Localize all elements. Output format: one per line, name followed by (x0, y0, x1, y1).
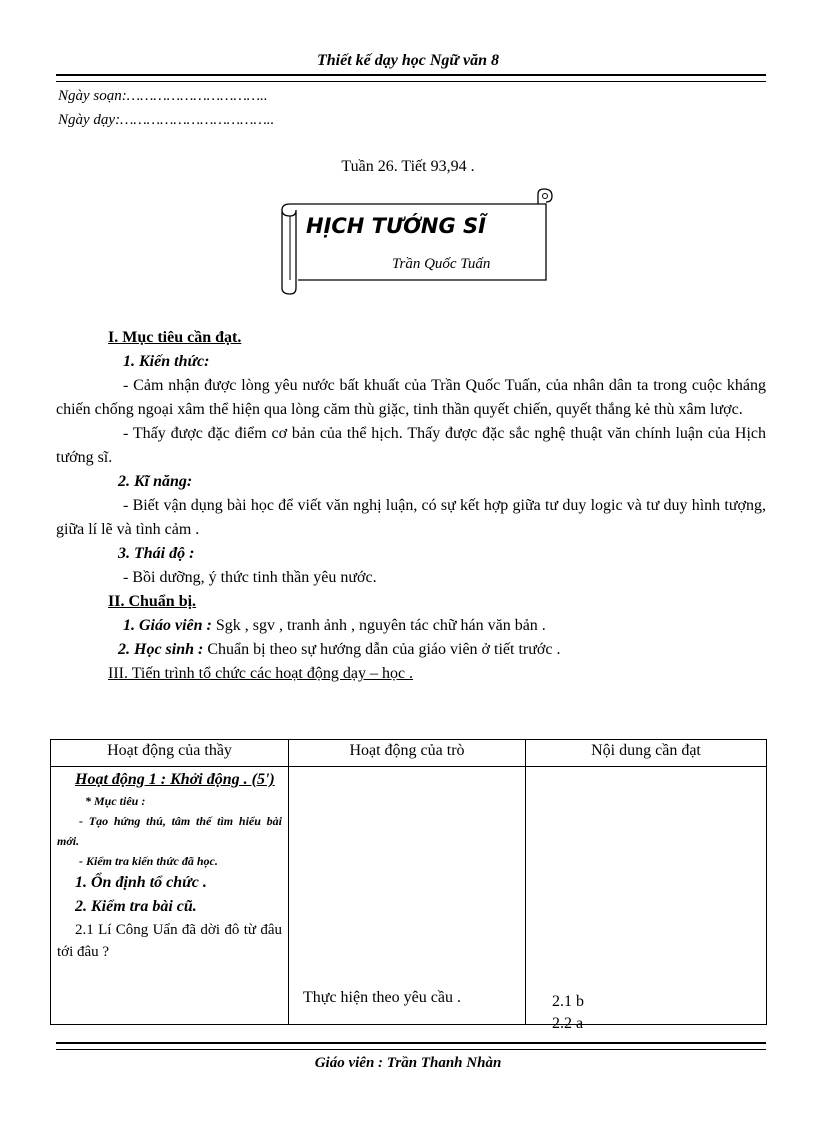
section-2-2 (56, 638, 766, 662)
section-3-title: III. Tiến trình tổ chức các hoạt động dạy – học . (108, 665, 414, 682)
prep-date-dots: ………………………….. (126, 88, 268, 104)
teacher-cell (51, 767, 289, 1025)
prep-date-label: Ngày soạn: (58, 88, 127, 104)
answer-2-1: 2.1 b (552, 993, 584, 1010)
section-2-1 (56, 614, 766, 638)
section-1-2-para-1: - Biết vận dụng bài học để viết văn nghị luận, có sự kết hợp giữa tư duy logic và tư duy hình tượng, giữa lí lẽ và tình cảm . (56, 497, 766, 538)
step-2: 2. Kiểm tra bài cũ. (75, 898, 197, 915)
scroll-banner (276, 188, 558, 296)
lesson-plan-table (50, 739, 767, 1032)
goal-item-1: - Tạo hứng thú, tâm thế tìm hiểu bài mới. (57, 814, 282, 848)
prep-date-line (58, 88, 268, 105)
header-teacher: Hoạt động của thầy (51, 740, 289, 767)
section-1-2-title: 2. Kĩ năng: (118, 473, 193, 490)
section-1-1-title: 1. Kiến thức: (123, 353, 210, 370)
table-header-row (51, 740, 767, 767)
section-1-title: I. Mục tiêu cần đạt. (108, 329, 242, 346)
section-1-1-para-2: - Thấy được đặc điểm cơ bản của thể hịch. Thấy được đặc sắc nghệ thuật văn chính luận của Hịch tướng sĩ. (56, 425, 766, 466)
page-header-title: Thiết kế dạy học Ngữ văn 8 (316, 52, 499, 69)
header-divider (56, 74, 766, 82)
section-2-1-label: 1. Giáo viên : (123, 617, 212, 634)
footer-teacher: Giáo viên : Trần Thanh Nhàn (314, 1055, 502, 1071)
activity-title: Hoạt động 1 : Khởi động . (5') (75, 771, 275, 788)
teach-date-label: Ngày dạy: (58, 112, 121, 128)
goal-label: * Mục tiêu : (85, 794, 146, 808)
lesson-author: Trần Quốc Tuấn (392, 256, 491, 272)
teach-date-line (58, 112, 274, 129)
table-row (51, 767, 767, 1025)
header-content: Nội dung cần đạt (526, 740, 767, 767)
section-2-2-label: 2. Học sinh : (118, 641, 204, 658)
lesson-title: HỊCH TƯỚNG SĨ (306, 214, 486, 238)
lesson-body (56, 326, 766, 686)
teach-date-dots: …………………………….. (120, 112, 275, 128)
answer-2-2: 2.2 a (552, 1015, 584, 1032)
section-1-3-para-1: - Bồi dưỡng, ý thức tinh thần yêu nước. (123, 569, 377, 586)
lesson-week: Tuần 26. Tiết 93,94 . (341, 158, 475, 175)
goal-item-2: - Kiểm tra kiến thức đã học. (79, 854, 218, 868)
student-cell (289, 767, 526, 1025)
section-1-1-para-1: - Cảm nhận được lòng yêu nước bất khuất của Trần Quốc Tuấn, của nhân dân ta trong cuộc kháng chiến chống ngoại xâm thể hiện qua lòng căm thù giặc, tinh thần quyết chiến, quyết thắng kẻ thù xâm lược. (56, 377, 766, 418)
section-2-title: II. Chuẩn bị. (108, 593, 197, 610)
content-cell (526, 767, 767, 1032)
section-1-3-title: 3. Thái độ : (118, 545, 195, 562)
header-student: Hoạt động của trò (289, 740, 526, 767)
section-2-2-text: Chuẩn bị theo sự hướng dẫn của giáo viên ở tiết trước . (203, 641, 561, 658)
section-2-1-text: Sgk , sgv , tranh ảnh , nguyên tác chữ hán văn bản . (211, 617, 546, 634)
footer-divider (56, 1042, 766, 1050)
question-2-1: 2.1 Lí Công Uẩn đã dời đô từ đâu tới đâu ? (57, 922, 282, 960)
student-response: Thực hiện theo yêu cầu . (303, 989, 461, 1006)
step-1: 1. Ổn định tổ chức . (75, 874, 207, 891)
